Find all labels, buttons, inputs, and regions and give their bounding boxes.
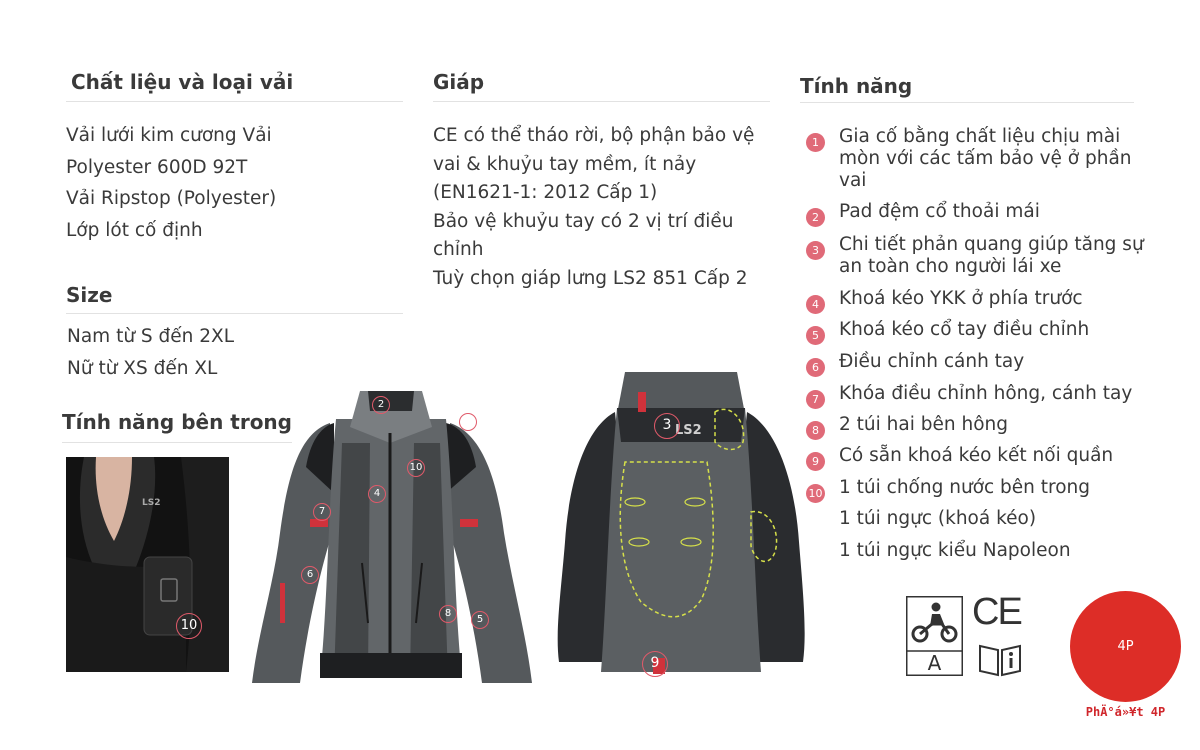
callout-10-inner: 10 [176, 613, 202, 639]
jacket-front-illustration [250, 383, 532, 683]
feature-label: Có sẵn khoá kéo kết nối quần [839, 445, 1114, 466]
feature-label: Pad đệm cổ thoải mái [839, 201, 1040, 222]
manual-info-icon [978, 642, 1022, 677]
materials-title: Chất liệu và loại vải [71, 70, 294, 94]
feature-item [806, 319, 1151, 345]
feature-label: Gia cố bằng chất liệu chịu mài mòn với các tấm bảo vệ ở phần vai [839, 126, 1132, 191]
jacket-back-illustration [555, 372, 807, 677]
armor-line: vai & khuỷu tay mềm, ít nảy [433, 153, 697, 175]
feature-item [806, 508, 1151, 534]
callout-5: 5 [471, 611, 489, 629]
features-divider [800, 102, 1134, 103]
feature-item [806, 477, 1151, 503]
feature-item [806, 445, 1151, 471]
class-label: A [927, 651, 942, 675]
armor-line: (EN1621-1: 2012 Cấp 1) [433, 182, 658, 203]
feature-number-badge: 9 [806, 452, 825, 471]
feature-item [806, 383, 1151, 409]
feature-number-badge: 3 [806, 241, 825, 260]
feature-label: Chi tiết phản quang giúp tăng sự an toàn cho người lái xe [839, 234, 1144, 277]
callout-4: 4 [368, 485, 386, 503]
materials-divider [66, 101, 403, 102]
feature-item [806, 540, 1151, 566]
size-list [67, 321, 234, 384]
armor-line: Bảo vệ khuỷu tay có 2 vị trí điều [433, 210, 734, 232]
feature-number-badge: 4 [806, 295, 825, 314]
feature-number-badge: 8 [806, 421, 825, 440]
armor-description [433, 122, 778, 293]
inner-pocket-illustration [66, 457, 229, 672]
feature-number-badge: 2 [806, 208, 825, 227]
list-item: Nữ từ XS đến XL [67, 357, 218, 379]
feature-label: 1 túi ngực kiểu Napoleon [839, 540, 1071, 561]
motorcycle-class-icon [906, 596, 963, 676]
size-divider [66, 313, 403, 314]
feature-label: 1 túi ngực (khoá kéo) [839, 508, 1037, 529]
feature-number-badge: 5 [806, 326, 825, 345]
list-item: Nam từ S đến 2XL [67, 326, 235, 347]
features-title: Tính năng [800, 74, 913, 98]
callout-10: 10 [407, 459, 425, 477]
callout-1: 1 [459, 413, 477, 431]
list-item: Vải Ripstop (Polyester) [66, 188, 277, 209]
callout-6: 6 [301, 566, 319, 584]
size-title: Size [66, 283, 113, 307]
jacket-back-photo [555, 372, 807, 677]
callout-2: 2 [372, 396, 390, 414]
ce-mark-icon: CE [972, 591, 1021, 633]
feature-label: Khoá kéo cổ tay điều chỉnh [839, 319, 1090, 340]
armor-line: CE có thể tháo rời, bộ phận bảo vệ [433, 125, 755, 146]
list-item: Lớp lót cố định [66, 219, 203, 241]
feature-number-badge: 6 [806, 358, 825, 377]
svg-text:LS2: LS2 [142, 498, 161, 508]
feature-number-badge: 10 [806, 484, 825, 503]
list-item: Vải lưới kim cương Vải [66, 125, 272, 146]
armor-title: Giáp [433, 70, 485, 94]
jacket-front-photo [250, 383, 532, 683]
inner-features-title: Tính năng bên trong [62, 410, 292, 434]
armor-line: Tuỳ chọn giáp lưng LS2 851 Cấp 2 [433, 267, 748, 289]
feature-label: 2 túi hai bên hông [839, 414, 1008, 435]
feature-label: Điều chỉnh cánh tay [839, 351, 1025, 372]
armor-divider [433, 101, 770, 102]
inner-pocket-photo [66, 457, 229, 672]
feature-label: Khóa điều chỉnh hông, cánh tay [839, 383, 1133, 404]
feature-label: Khoá kéo YKK ở phía trước [839, 288, 1083, 309]
callout-8: 8 [439, 605, 457, 623]
feature-item [806, 414, 1151, 440]
feature-item [806, 288, 1151, 314]
brand-caption: PhÄ°á»¥t 4P [1085, 705, 1166, 719]
callout-9: 9 [642, 651, 668, 677]
armor-line: chỉnh [433, 239, 484, 260]
feature-item [806, 234, 1151, 278]
callout-7: 7 [313, 503, 331, 521]
feature-item [806, 351, 1151, 377]
svg-text:LS2: LS2 [675, 423, 702, 438]
list-item: Polyester 600D 92T [66, 156, 248, 178]
callout-3: 3 [654, 413, 680, 439]
feature-item [806, 201, 1151, 227]
brand-badge: 4P [1070, 591, 1181, 702]
materials-list [66, 120, 276, 246]
feature-number-badge: 1 [806, 133, 825, 152]
feature-item [806, 126, 1151, 192]
feature-label: 1 túi chống nước bên trong [839, 477, 1091, 498]
feature-number-badge: 7 [806, 390, 825, 409]
